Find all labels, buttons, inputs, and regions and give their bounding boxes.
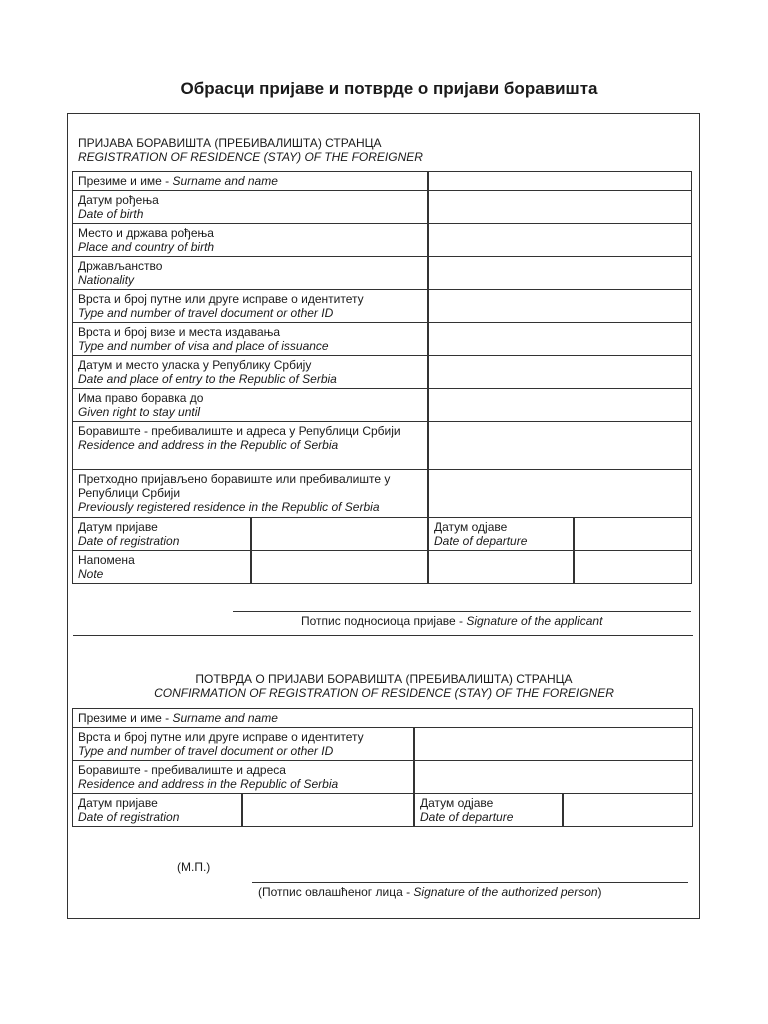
field-label-cell [72, 190, 428, 224]
label-en: Surname and name [172, 174, 278, 188]
label-sr: Датум одјаве [434, 520, 508, 534]
field-label [78, 325, 423, 353]
label-en: Date of departure [420, 810, 514, 824]
label-en: Date of birth [78, 207, 144, 221]
confirmation-heading-sr: ПОТВРДА О ПРИЈАВИ БОРАВИШТА (ПРЕБИВАЛИШТА) СТРАНЦА [195, 672, 573, 686]
label-en: Surname and name [172, 711, 278, 725]
label-en: Type and number of visa and place of issuance [78, 339, 329, 353]
stamp-placeholder: (М.П.) [177, 860, 211, 874]
note-value[interactable] [251, 550, 428, 584]
applicant-signature-label: Потпис подносиоца пријаве - Signature of the applicant [301, 614, 603, 628]
confirmation-travel-doc-label [72, 727, 414, 761]
field-label [78, 174, 423, 188]
field-label-cell [72, 289, 428, 323]
label-en: Note [78, 567, 104, 581]
field-label [78, 259, 423, 287]
date-departure-label [428, 517, 574, 551]
field-label [78, 763, 409, 791]
field-label [78, 796, 237, 824]
label-sr: Датум рођења [78, 193, 159, 207]
field-label-cell [72, 256, 428, 290]
field-label [78, 424, 423, 452]
confirmation-date-departure-value[interactable] [563, 793, 693, 827]
field-value-cell[interactable] [428, 256, 692, 290]
authorized-signature-label: (Потпис овлашћеног лица - Signature of the authorized person) [258, 885, 602, 899]
field-label-cell [72, 421, 428, 470]
label-en: Type and number of travel document or other ID [78, 306, 334, 320]
page-title: Обрасци пријаве и потврде о пријави боравишта [180, 79, 598, 98]
registration-heading-en: REGISTRATION OF RESIDENCE (STAY) OF THE FOREIGNER [78, 150, 423, 164]
applicant-signature-line[interactable] [233, 611, 691, 612]
field-label [78, 292, 423, 320]
field-label [78, 391, 423, 419]
label-sr: Има право боравка до [78, 391, 204, 405]
label-en: Place and country of birth [78, 240, 215, 254]
field-label-cell [72, 388, 428, 422]
confirmation-date-registration-label [72, 793, 242, 827]
label-en: Date of registration [78, 810, 180, 824]
confirmation-residence-label [72, 760, 414, 794]
label-sr: Датум пријаве [78, 520, 158, 534]
field-label [78, 472, 423, 514]
field-value-cell[interactable] [428, 322, 692, 356]
label-sr: Врста и број путне или друге исправе о идентитету [78, 730, 364, 744]
field-label-cell [72, 322, 428, 356]
field-label [78, 553, 246, 581]
label-sr: Боравиште - пребивалиште и адреса [78, 763, 286, 777]
label-en: Nationality [78, 273, 135, 287]
label-en: Residence and address in the Republic of Serbia [78, 777, 339, 791]
confirmation-date-departure-label [414, 793, 563, 827]
field-value-cell[interactable] [428, 355, 692, 389]
registration-heading-sr: ПРИЈАВА БОРАВИШТА (ПРЕБИВАЛИШТА) СТРАНЦА [78, 136, 382, 150]
field-value-cell[interactable] [428, 421, 692, 470]
field-label [78, 193, 423, 221]
field-label [78, 358, 423, 386]
label-sr: Датум пријаве [78, 796, 158, 810]
label-en: Previously registered residence in the Republic of Serbia [78, 500, 380, 514]
section-divider [73, 635, 693, 636]
field-label-cell [72, 171, 428, 191]
note-value[interactable] [574, 550, 692, 584]
field-value-cell[interactable] [428, 388, 692, 422]
date-registration-label [72, 517, 251, 551]
label-en: Given right to stay until [78, 405, 201, 419]
field-label [434, 520, 569, 548]
label-en: Date of registration [78, 534, 180, 548]
label-sr: Датум одјаве [420, 796, 494, 810]
label-sr: Боравиште - пребивалиште и адреса у Републици Србији [78, 424, 401, 438]
field-label [78, 226, 423, 254]
date-registration-value[interactable] [251, 517, 428, 551]
label-sr: Презиме и име - [78, 711, 173, 725]
label-sr: Претходно пријављено боравиште или пребивалиште у Републици Србији [78, 472, 391, 500]
label-en: Date and place of entry to the Republic of Serbia [78, 372, 337, 386]
field-value-cell[interactable] [428, 223, 692, 257]
field-value-cell[interactable] [428, 190, 692, 224]
field-label-cell [72, 355, 428, 389]
confirmation-name-cell[interactable] [72, 708, 693, 728]
confirmation-heading-en: CONFIRMATION OF REGISTRATION OF RESIDENCE (STAY) OF THE FOREIGNER [154, 686, 614, 700]
date-departure-value[interactable] [574, 517, 692, 551]
label-sr: Врста и број визе и места издавања [78, 325, 281, 339]
field-label-cell [72, 469, 428, 518]
label-sr: Место и држава рођења [78, 226, 214, 240]
field-label [78, 730, 409, 758]
field-value-cell[interactable] [428, 469, 692, 518]
field-label [78, 520, 246, 548]
label-sr: Датум и место уласка у Републику Србију [78, 358, 312, 372]
field-label-cell [72, 223, 428, 257]
field-label [420, 796, 558, 824]
field-value-cell[interactable] [428, 289, 692, 323]
label-sr: Презиме и име - [78, 174, 173, 188]
label-en: Type and number of travel document or other ID [78, 744, 334, 758]
note-label [72, 550, 251, 584]
label-en: Residence and address in the Republic of Serbia [78, 438, 339, 452]
confirmation-travel-doc-value[interactable] [414, 727, 693, 761]
field-value-cell[interactable] [428, 171, 692, 191]
label-en: Date of departure [434, 534, 528, 548]
registration-heading [78, 136, 423, 164]
confirmation-residence-value[interactable] [414, 760, 693, 794]
authorized-signature-line[interactable] [252, 882, 688, 883]
confirmation-date-registration-value[interactable] [242, 793, 414, 827]
label-sr: Напомена [78, 553, 135, 567]
note-value[interactable] [428, 550, 574, 584]
label-sr: Држављанство [78, 259, 163, 273]
confirmation-heading [0, 672, 768, 700]
field-label [78, 711, 688, 725]
label-sr: Врста и број путне или друге исправе о идентитету [78, 292, 364, 306]
